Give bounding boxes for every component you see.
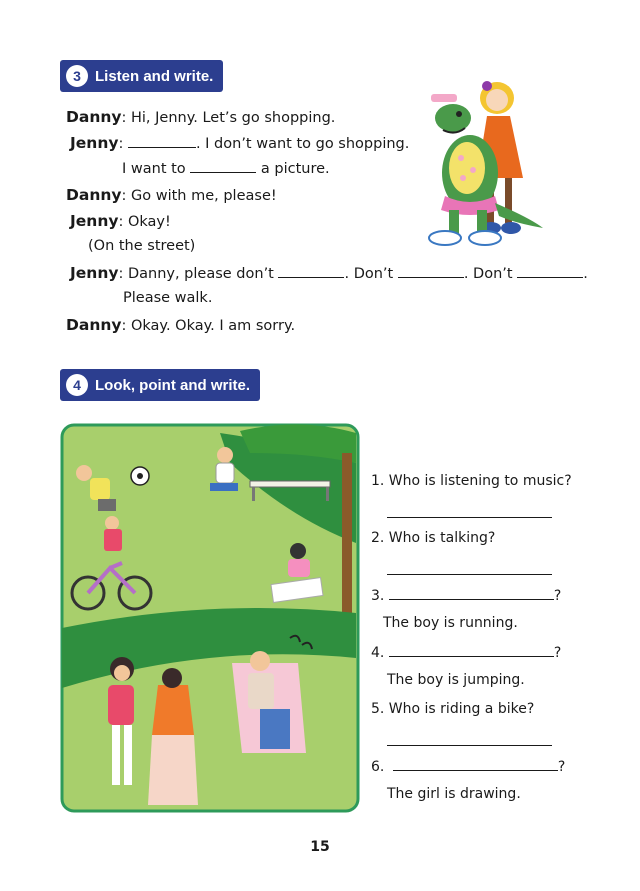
dialogue-text: I want to	[122, 161, 191, 177]
speaker-name: Danny	[66, 108, 122, 126]
fill-blank[interactable]	[128, 135, 196, 148]
dialogue-line	[88, 238, 195, 254]
section-title: Listen and write.	[95, 67, 214, 85]
section-number-badge: 3	[66, 65, 88, 87]
answer-line[interactable]	[387, 516, 552, 518]
dialogue-text: : Hi, Jenny. Let’s go shopping.	[121, 110, 336, 126]
dialogue-text: : Danny, please don’t	[118, 266, 279, 282]
question-mark: ?	[553, 645, 562, 661]
question-2: 2. Who is talking?	[371, 530, 496, 546]
answer-sentence: The girl is drawing.	[387, 786, 521, 802]
dialogue-line	[123, 290, 212, 306]
speaker-name: Jenny	[70, 264, 119, 282]
fill-blank[interactable]	[398, 265, 464, 278]
question-3	[371, 587, 561, 604]
section-number-badge: 4	[66, 374, 88, 396]
question-1: 1. Who is listening to music?	[371, 473, 572, 489]
dialogue-line	[70, 264, 588, 282]
answer-sentence: The boy is jumping.	[387, 672, 525, 688]
answer-line[interactable]	[389, 587, 554, 600]
dialogue-text: (On the street)	[88, 238, 196, 254]
speaker-name: Danny	[66, 186, 122, 204]
question-4	[371, 644, 561, 661]
speaker-name: Jenny	[70, 134, 119, 152]
section-title: Look, point and write.	[95, 376, 250, 394]
dialogue-text: a picture.	[256, 161, 330, 177]
dialogue-line	[66, 186, 277, 204]
dialogue-text: : Go with me, please!	[121, 188, 277, 204]
page-number: 15	[310, 839, 330, 855]
dialogue-text: Please walk.	[123, 290, 213, 306]
question-number: 6.	[371, 759, 385, 775]
answer-line[interactable]	[387, 744, 552, 746]
speaker-name: Jenny	[70, 212, 119, 230]
dialogue-text: . Don’t	[344, 266, 398, 282]
dialogue-text: . I don’t want to go shopping.	[195, 136, 410, 152]
answer-sentence: The boy is running.	[383, 615, 518, 631]
answer-line[interactable]	[389, 644, 554, 657]
dialogue-text: .	[583, 266, 588, 282]
dinosaur-girl-illustration	[415, 78, 545, 253]
fill-blank[interactable]	[517, 265, 583, 278]
section-4-header	[60, 369, 260, 401]
dialogue-line	[66, 108, 335, 126]
dialogue-line	[66, 316, 295, 334]
dialogue-text: . Don’t	[463, 266, 518, 282]
question-5: 5. Who is riding a bike?	[371, 701, 535, 717]
dialogue-text: : Okay!	[118, 214, 171, 230]
dialogue-text: :	[118, 136, 128, 152]
question-number: 3.	[371, 588, 385, 604]
dialogue-text: : Okay. Okay. I am sorry.	[121, 318, 296, 334]
answer-line[interactable]	[387, 573, 552, 575]
park-scene-illustration	[60, 423, 360, 813]
question-mark: ?	[553, 588, 562, 604]
question-number: 4.	[371, 645, 385, 661]
question-mark: ?	[557, 759, 566, 775]
question-6	[371, 758, 565, 775]
fill-blank[interactable]	[190, 160, 256, 173]
dialogue-line	[70, 212, 171, 230]
dialogue-line	[70, 134, 409, 152]
section-3-header	[60, 60, 223, 92]
fill-blank[interactable]	[278, 265, 344, 278]
dialogue-line	[122, 160, 330, 177]
answer-line[interactable]	[393, 758, 558, 771]
speaker-name: Danny	[66, 316, 122, 334]
